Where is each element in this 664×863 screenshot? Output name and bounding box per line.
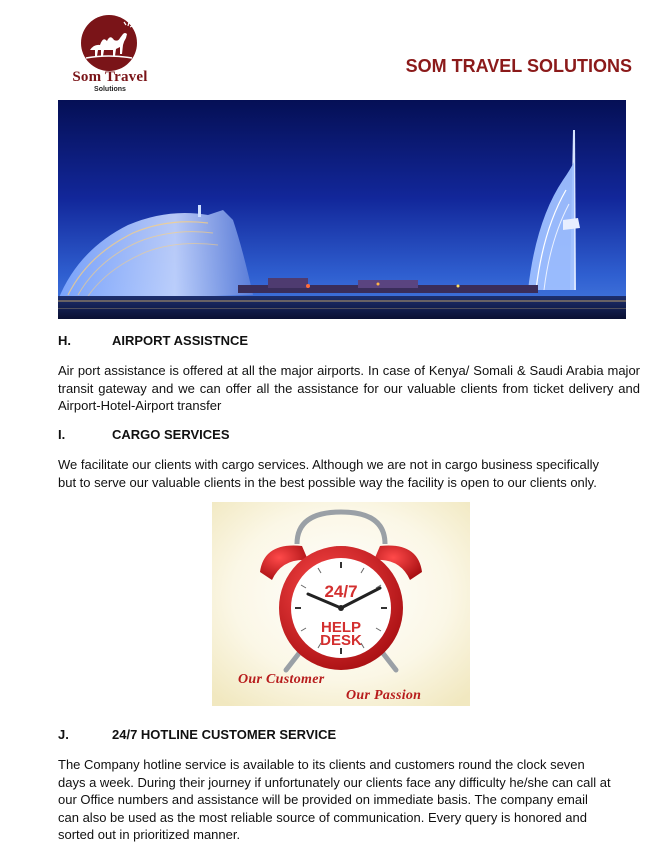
section-letter: H. xyxy=(58,333,71,348)
paragraph-line: sorted out in prioritized manner. xyxy=(58,827,241,842)
paragraph-line: our Office numbers and assistance will be provided on immediate basis. The company email xyxy=(58,792,588,807)
section-letter: J. xyxy=(58,727,69,742)
company-title: SOM TRAVEL SOLUTIONS xyxy=(405,56,632,76)
section-title: CARGO SERVICES xyxy=(112,427,230,442)
cargo-services-paragraph xyxy=(58,456,640,491)
clock-caption-passion: Our Passion xyxy=(346,688,422,703)
hotline-service-paragraph xyxy=(58,756,640,844)
section-title: 24/7 HOTLINE CUSTOMER SERVICE xyxy=(112,727,337,742)
logo-subtitle: Solutions xyxy=(94,86,126,93)
clock-desk-text: DESK xyxy=(320,632,362,649)
paragraph-line: but to serve our valuable clients in the best possible way the facility is open to our clients only. xyxy=(58,474,597,490)
section-heading-airport xyxy=(58,333,248,348)
clock-caption-customer: Our Customer xyxy=(238,672,325,687)
camel-logo-icon xyxy=(80,14,138,72)
section-title: AIRPORT ASSISTNCE xyxy=(112,333,249,348)
clock-badge-text: 24/7 xyxy=(324,582,358,601)
clock-help-text: HELP xyxy=(320,619,362,636)
paragraph-line: can also be used as the most reliable source of communication. Every query is honored and xyxy=(58,809,587,825)
dubai-skyline-photo xyxy=(58,100,626,319)
airport-assistance-paragraph: Air port assistance is offered at all the major airports. In case of Kenya/ Somali & Saudi Arabia major transit gateway and we can offer all the assistance for our valuable clients from ticket delivery and Airport-Hotel-Airport transfer xyxy=(58,363,640,413)
logo-name: Som Travel xyxy=(72,69,148,85)
section-heading-hotline xyxy=(58,727,336,742)
paragraph-line: We facilitate our clients with cargo services. Although we are not in cargo business specifically xyxy=(58,457,599,472)
company-logo xyxy=(62,14,158,96)
section-letter: I. xyxy=(58,427,66,442)
paragraph-line: days a week. During their journey if unfortunately our clients face any difficulty he/she can call at xyxy=(58,774,611,790)
paragraph-line: The Company hotline service is available to its clients and customers round the clock seven xyxy=(58,757,585,772)
section-heading-cargo xyxy=(58,427,230,442)
